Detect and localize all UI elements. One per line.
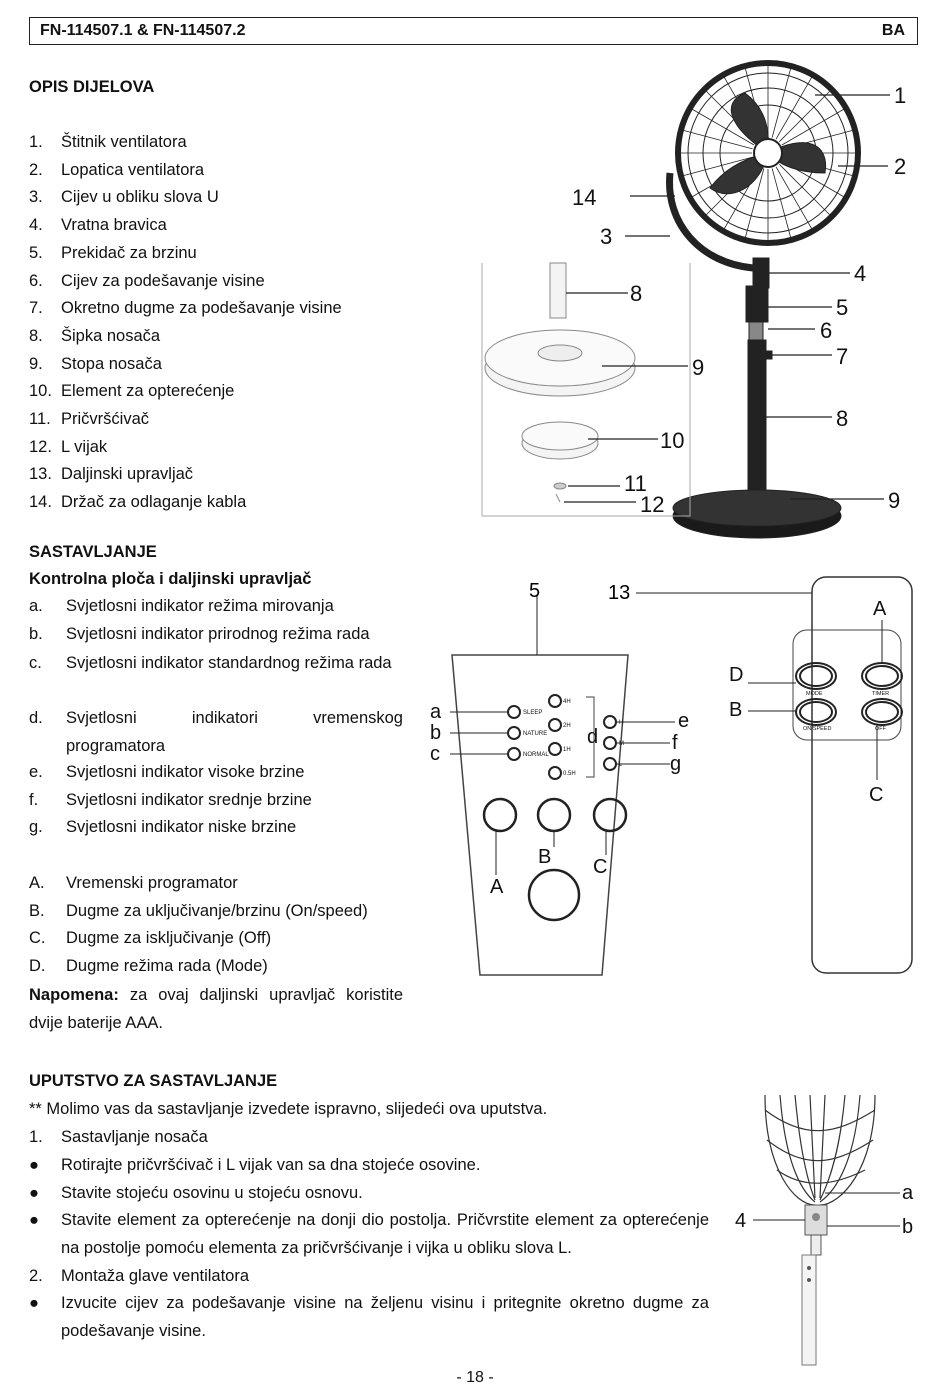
indicator-f: f. Svjetlosni indikator srednje brzine xyxy=(29,791,312,809)
panel-label-e: e xyxy=(678,710,690,732)
indicator-e: e. Svjetlosni indikator visoke brzine xyxy=(29,763,305,781)
part-item: 8. Šipka nosača xyxy=(29,326,161,345)
label-3: 3 xyxy=(600,224,613,249)
label-8: 8 xyxy=(630,281,643,306)
label-12: 12 xyxy=(640,492,665,517)
part-item: 13. Daljinski upravljač xyxy=(29,465,194,484)
timer-05h: 0.5H xyxy=(563,771,576,777)
part-item: 1. Štitnik ventilatora xyxy=(29,133,187,151)
panel-button-B: B xyxy=(538,846,552,868)
detail-figure xyxy=(725,1090,930,1370)
mode-sleep: SLEEP xyxy=(523,710,543,716)
bullet-1: ● Rotirajte pričvršćivač i L vijak van sa dna stojeće osovine. xyxy=(29,1156,481,1174)
label-2: 2 xyxy=(894,154,907,179)
label-9: 9 xyxy=(692,355,705,380)
speed-l: L xyxy=(619,762,623,768)
mode-normal: NORMAL xyxy=(523,752,549,758)
remote-label-B: B xyxy=(729,699,743,721)
label-8b: 8 xyxy=(836,406,849,431)
step-2: 2. Montaža glave ventilatora xyxy=(29,1267,250,1285)
button-D: D. Dugme režima rada (Mode) xyxy=(29,957,268,975)
part-item: 4. Vratna bravica xyxy=(29,216,167,235)
speed-m: M xyxy=(619,741,624,747)
remote-mode-text: MODE xyxy=(806,691,823,697)
button-A: A. Vremenski programator xyxy=(29,874,238,892)
base-exploded xyxy=(482,263,690,516)
bullet-3: ● Stavite element za opterećenje na donji dio postolja. Pričvrstite element za opterećenje na postolje pomoću elementa za pričvršćivanje i vijka u obliku slova L. xyxy=(29,1211,709,1257)
guard-spoke xyxy=(772,68,791,138)
remote-figure xyxy=(600,575,925,980)
panel-label-d: d xyxy=(587,726,599,748)
guard-wires xyxy=(765,1095,875,1205)
indicator-b: b. Svjetlosni indikator prirodnog režima rada xyxy=(29,625,370,643)
bullet-2: ● Stavite stojeću osovinu u stojeću osnovu. xyxy=(29,1184,363,1202)
detail-label-a: a xyxy=(902,1182,914,1204)
remote-label-D: D xyxy=(729,664,744,686)
guard-spoke xyxy=(683,130,753,149)
remote-timer-text: TIMER xyxy=(872,691,890,697)
panel-button-A: A xyxy=(490,876,504,898)
detail-label-4: 4 xyxy=(735,1210,747,1232)
fan-figure xyxy=(470,58,920,548)
part-item: 11. Pričvršćivač xyxy=(29,410,150,428)
guard-spoke xyxy=(776,77,812,139)
panel-label-f: f xyxy=(672,732,678,754)
parts-title: OPIS DIJELOVA xyxy=(29,78,155,96)
page-number: - 18 - xyxy=(456,1369,494,1386)
bullet-4: ● Izvucite cijev za podešavanje visine na željenu visinu i pritegnite okretno dugme za podešavanje visine. xyxy=(29,1294,709,1340)
instructions-intro: ** Molimo vas da sastavljanje izvedete ispravno, slijedeći ova uputstva. xyxy=(29,1100,548,1118)
guard-spoke xyxy=(772,168,791,238)
model-number: FN-114507.1 & FN-114507.2 xyxy=(40,22,246,39)
panel-label-b: b xyxy=(430,722,442,744)
guard-spoke xyxy=(782,109,844,145)
button-B: B. Dugme za uključivanje/brzinu (On/speed) xyxy=(29,902,368,920)
timer-1h: 1H xyxy=(563,747,571,753)
part-item: 12. L vijak xyxy=(29,437,108,456)
instructions-title: UPUTSTVO ZA SASTAVLJANJE xyxy=(29,1072,278,1090)
step-1: 1. Sastavljanje nosača xyxy=(29,1128,208,1146)
part-item: 3. Cijev u obliku slova U xyxy=(29,188,219,207)
panel-label-5: 5 xyxy=(529,580,541,602)
remote-onspeed-text: ON/SPEED xyxy=(803,726,832,732)
battery-note: Napomena: za ovaj daljinski upravljač koristite dvije baterije AAA. xyxy=(29,986,403,1032)
label-14: 14 xyxy=(572,185,597,210)
fan-head xyxy=(670,63,858,538)
label-1: 1 xyxy=(894,83,907,108)
detail-label-b: b xyxy=(902,1216,914,1238)
label-6: 6 xyxy=(820,318,833,343)
indicator-a: a. Svjetlosni indikator režima mirovanja xyxy=(29,597,334,615)
guard-spoke xyxy=(776,167,812,229)
page-header xyxy=(29,17,918,45)
mode-nature: NATURE xyxy=(523,731,548,737)
remote-label-C: C xyxy=(869,784,884,806)
indicator-d: d. Svjetlosni indikatori vremenskog programatora xyxy=(29,709,403,755)
timer-2h: 2H xyxy=(563,723,571,729)
remote-off-text: OFF xyxy=(875,726,886,732)
panel-label-g: g xyxy=(670,753,682,775)
language-code: BA xyxy=(881,22,905,39)
label-7: 7 xyxy=(836,344,849,369)
remote-label-13: 13 xyxy=(608,582,631,604)
timer-4h: 4H xyxy=(563,699,571,705)
part-item: 6. Cijev za podešavanje visine xyxy=(29,271,265,290)
part-item: 9. Stopa nosača xyxy=(29,354,162,373)
panel-button-C: C xyxy=(593,856,608,878)
panel-label-c: c xyxy=(430,743,440,765)
remote-label-A: A xyxy=(873,598,887,620)
part-item: 10. Element za opterećenje xyxy=(29,382,235,401)
indicator-g: g. Svjetlosni indikator niske brzine xyxy=(29,818,297,836)
part-item: 7. Okretno dugme za podešavanje visine xyxy=(29,299,342,318)
indicator-c: c. Svjetlosni indikator standardnog režima rada xyxy=(29,654,392,672)
label-5: 5 xyxy=(836,295,849,320)
part-item: 14. Držač za odlaganje kabla xyxy=(29,493,247,512)
assembly-subtitle: Kontrolna ploča i daljinski upravljač xyxy=(29,570,312,588)
speed-h: H xyxy=(619,720,624,726)
label-4: 4 xyxy=(854,261,867,286)
panel-label-a: a xyxy=(430,701,442,723)
guard-spoke xyxy=(779,91,830,142)
mode-leds xyxy=(508,706,520,760)
label-9b: 9 xyxy=(888,488,901,513)
part-item: 2. Lopatica ventilatora xyxy=(29,160,205,179)
label-11: 11 xyxy=(624,471,647,496)
label-10: 10 xyxy=(660,428,685,453)
part-item: 5. Prekidač za brzinu xyxy=(29,243,197,262)
button-C: C. Dugme za isključivanje (Off) xyxy=(29,929,272,947)
assembly-title: SASTAVLJANJE xyxy=(29,543,157,561)
